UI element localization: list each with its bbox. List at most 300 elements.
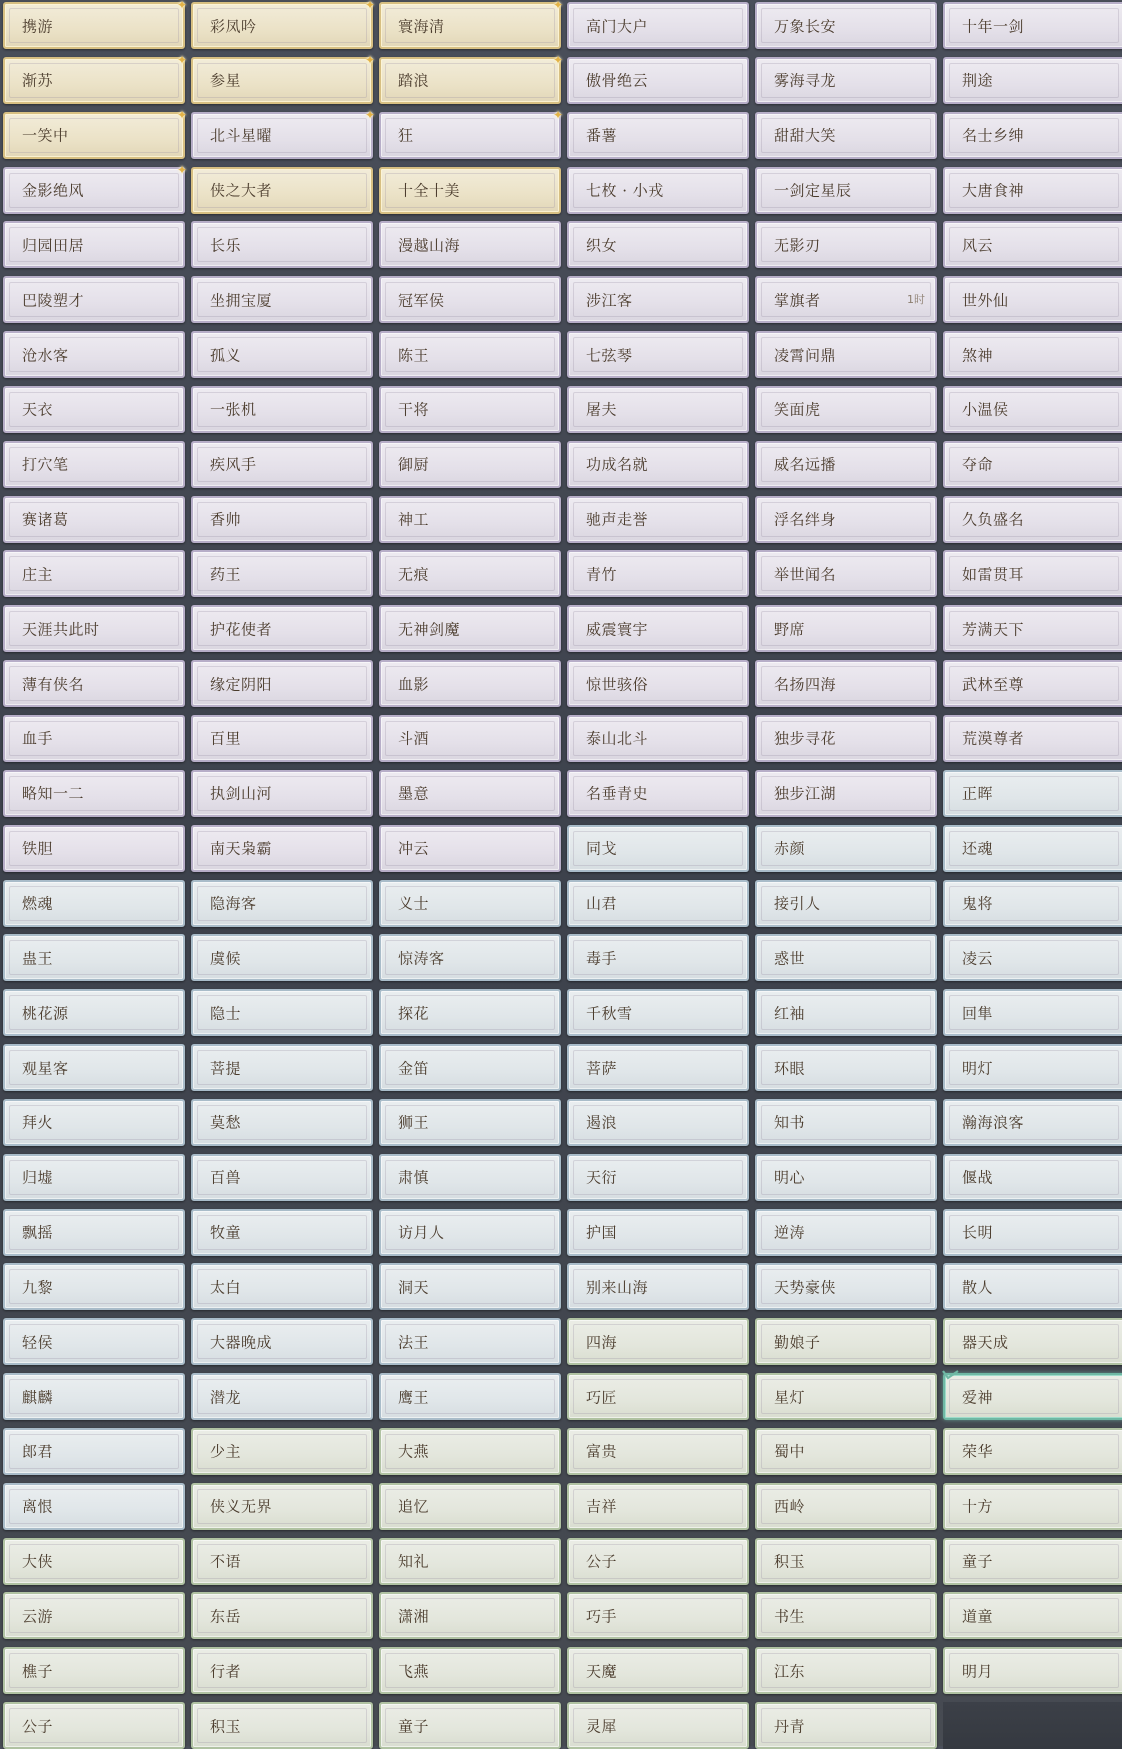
title-tile[interactable] <box>3 660 185 707</box>
title-tile[interactable] <box>379 989 561 1036</box>
title-tile[interactable] <box>379 441 561 488</box>
title-tile[interactable] <box>3 715 185 762</box>
title-label: 斗酒 <box>398 729 430 748</box>
title-label: 鬼将 <box>962 894 994 913</box>
star-icon: ✦ <box>176 162 187 177</box>
title-tile[interactable] <box>755 112 937 159</box>
title-label: 洞天 <box>398 1278 430 1297</box>
title-tile[interactable] <box>191 221 373 268</box>
title-label: 屠夫 <box>586 400 618 419</box>
title-tile[interactable] <box>3 1428 185 1475</box>
title-tile[interactable] <box>3 1538 185 1585</box>
title-tile[interactable] <box>943 550 1122 597</box>
title-tile[interactable] <box>3 1044 185 1091</box>
title-tile[interactable] <box>943 1538 1122 1585</box>
title-tile[interactable] <box>379 276 561 323</box>
title-tile[interactable] <box>943 2 1122 49</box>
title-tile[interactable] <box>755 1647 937 1694</box>
title-tile[interactable] <box>755 1538 937 1585</box>
title-tile[interactable] <box>3 989 185 1036</box>
title-tile[interactable] <box>191 715 373 762</box>
title-tile[interactable] <box>943 1373 1122 1420</box>
title-label: 长乐 <box>210 236 242 255</box>
title-label: 惑世 <box>774 949 806 968</box>
title-label: 天涯共此时 <box>22 620 100 639</box>
title-tile[interactable] <box>3 825 185 872</box>
title-label: 天魔 <box>586 1662 618 1681</box>
title-tile[interactable] <box>567 441 749 488</box>
title-label: 寰海清 <box>398 17 445 35</box>
title-tile[interactable] <box>3 386 185 433</box>
title-tile[interactable] <box>943 1483 1122 1530</box>
title-tile[interactable] <box>379 2 561 49</box>
title-tile[interactable] <box>567 331 749 378</box>
title-label: 番薯 <box>586 126 618 145</box>
title-label: 飘摇 <box>22 1223 54 1242</box>
title-tile[interactable] <box>191 1647 373 1694</box>
title-tile[interactable] <box>943 715 1122 762</box>
title-label: 缘定阴阳 <box>210 675 273 694</box>
title-tile[interactable] <box>379 1099 561 1146</box>
title-label: 彩凤吟 <box>210 17 257 35</box>
title-label: 威名远播 <box>774 455 837 474</box>
title-tile[interactable] <box>755 221 937 268</box>
title-tile[interactable] <box>379 1483 561 1530</box>
title-label: 星灯 <box>774 1388 806 1407</box>
title-tile[interactable] <box>191 496 373 543</box>
title-tile[interactable] <box>567 1538 749 1585</box>
title-tile[interactable] <box>379 496 561 543</box>
title-label: 散人 <box>962 1278 994 1297</box>
title-tile[interactable] <box>379 1538 561 1585</box>
title-tile[interactable] <box>567 1099 749 1146</box>
title-tile[interactable] <box>943 331 1122 378</box>
title-tile[interactable] <box>943 1318 1122 1365</box>
title-tile[interactable] <box>943 1044 1122 1091</box>
title-tile[interactable] <box>943 770 1122 817</box>
title-tile[interactable] <box>567 1647 749 1694</box>
title-tile[interactable] <box>755 57 937 104</box>
title-label: 侠义无界 <box>210 1497 273 1516</box>
title-tile[interactable] <box>567 57 749 104</box>
title-tile[interactable] <box>191 52 375 104</box>
title-label: 潜龙 <box>210 1388 242 1407</box>
title-tile[interactable] <box>567 605 749 652</box>
title-tile[interactable] <box>943 605 1122 652</box>
title-tile[interactable] <box>755 1483 937 1530</box>
title-tile[interactable] <box>567 1044 749 1091</box>
title-tile[interactable] <box>191 1099 373 1146</box>
title-tile[interactable] <box>191 1318 373 1365</box>
title-label: 郎君 <box>22 1442 54 1461</box>
title-tile[interactable] <box>3 1483 185 1530</box>
title-tile[interactable] <box>379 605 561 652</box>
title-tile[interactable] <box>191 1592 373 1639</box>
title-tile[interactable] <box>3 1318 185 1365</box>
title-tile[interactable] <box>943 1647 1122 1694</box>
title-tile[interactable] <box>755 1209 937 1256</box>
title-label: 丹青 <box>774 1717 806 1736</box>
title-label: 高门大户 <box>586 17 649 35</box>
title-tile[interactable] <box>567 496 749 543</box>
title-tile[interactable] <box>3 276 185 323</box>
title-tile[interactable] <box>191 1428 373 1475</box>
title-label: 麒麟 <box>22 1388 54 1407</box>
title-tile[interactable] <box>191 1154 373 1201</box>
title-tile[interactable] <box>567 167 749 214</box>
title-label: 灵犀 <box>586 1717 618 1736</box>
title-tile[interactable] <box>943 1099 1122 1146</box>
title-tile[interactable] <box>567 1209 749 1256</box>
title-label: 功成名就 <box>586 455 649 474</box>
title-tile[interactable] <box>755 934 937 981</box>
title-label: 蛊王 <box>22 949 54 968</box>
title-tile[interactable] <box>567 386 749 433</box>
title-tile[interactable] <box>943 1592 1122 1639</box>
title-tile[interactable] <box>191 1483 373 1530</box>
title-tile[interactable] <box>3 1647 185 1694</box>
title-tile[interactable] <box>943 221 1122 268</box>
title-label: 万象长安 <box>774 17 837 35</box>
title-tile[interactable] <box>3 1592 185 1639</box>
title-tile[interactable] <box>943 880 1122 927</box>
title-label: 书生 <box>774 1607 806 1626</box>
title-tile[interactable] <box>191 770 373 817</box>
title-tile[interactable] <box>567 989 749 1036</box>
title-tile[interactable] <box>567 112 749 159</box>
title-tile[interactable] <box>943 112 1122 159</box>
title-tile[interactable] <box>3 1154 185 1201</box>
title-tile[interactable] <box>379 1647 561 1694</box>
title-tile[interactable] <box>755 880 937 927</box>
title-label: 一张机 <box>210 400 257 419</box>
title-label: 十方 <box>962 1497 994 1516</box>
title-tile[interactable] <box>379 1373 561 1420</box>
title-label: 爱神 <box>962 1388 994 1407</box>
title-label: 樵子 <box>22 1662 54 1681</box>
title-tile[interactable] <box>379 1702 561 1749</box>
title-tile[interactable] <box>755 496 937 543</box>
title-tile[interactable] <box>3 107 187 159</box>
title-label: 四海 <box>586 1333 618 1352</box>
title-label: 牧童 <box>210 1223 242 1242</box>
title-tile[interactable] <box>191 934 373 981</box>
title-tile[interactable] <box>191 1209 373 1256</box>
title-label: 追忆 <box>398 1497 430 1516</box>
title-label: 冲云 <box>398 839 430 858</box>
title-tile[interactable] <box>567 880 749 927</box>
title-label: 百里 <box>210 729 242 748</box>
title-tile[interactable] <box>191 660 373 707</box>
title-tile[interactable] <box>943 167 1122 214</box>
title-label: 陈王 <box>398 346 430 365</box>
title-tile[interactable] <box>943 496 1122 543</box>
title-label: 墨意 <box>398 784 430 803</box>
title-tile[interactable] <box>191 989 373 1036</box>
title-label: 明月 <box>962 1662 994 1681</box>
title-tile[interactable] <box>755 660 937 707</box>
title-tile[interactable] <box>3 550 185 597</box>
title-tile[interactable] <box>3 331 185 378</box>
title-tile[interactable] <box>943 660 1122 707</box>
title-tile[interactable] <box>379 52 563 104</box>
title-label: 不语 <box>210 1552 242 1571</box>
title-tile[interactable] <box>379 1209 561 1256</box>
title-label: 菩萨 <box>586 1059 618 1078</box>
title-label: 归园田居 <box>22 236 85 255</box>
title-label: 一笑中 <box>22 126 69 145</box>
title-label: 小温侯 <box>962 400 1009 419</box>
title-label: 正晖 <box>962 784 994 803</box>
title-label: 接引人 <box>774 894 821 913</box>
title-tile[interactable] <box>567 1428 749 1475</box>
title-tile[interactable] <box>3 1373 185 1420</box>
title-label: 瀚海浪客 <box>962 1113 1025 1132</box>
title-tile[interactable] <box>3 496 185 543</box>
title-label: 坐拥宝厦 <box>210 291 273 310</box>
title-label: 无神剑魔 <box>398 620 461 639</box>
title-tile[interactable] <box>943 386 1122 433</box>
title-label: 青竹 <box>586 565 618 584</box>
title-tile[interactable] <box>191 605 373 652</box>
title-tile[interactable] <box>379 331 561 378</box>
title-tile[interactable] <box>191 107 375 159</box>
title-tile[interactable] <box>3 934 185 981</box>
title-tile[interactable] <box>379 825 561 872</box>
title-label: 威震寰宇 <box>586 620 649 639</box>
title-tile[interactable] <box>567 934 749 981</box>
title-label: 独步江湖 <box>774 784 837 803</box>
title-tile[interactable] <box>567 1154 749 1201</box>
title-tile[interactable] <box>379 550 561 597</box>
title-label: 荒漠尊者 <box>962 729 1025 748</box>
title-tile[interactable] <box>755 1099 937 1146</box>
title-tile[interactable] <box>191 825 373 872</box>
title-label: 勤娘子 <box>774 1333 821 1352</box>
title-tile[interactable] <box>191 2 373 49</box>
title-tile[interactable] <box>379 1044 561 1091</box>
title-tile[interactable] <box>191 331 373 378</box>
title-label: 七弦琴 <box>586 346 633 365</box>
check-icon <box>942 1370 959 1380</box>
title-label: 南天枭霸 <box>210 839 273 858</box>
title-tile[interactable] <box>379 1263 561 1310</box>
title-tile[interactable] <box>379 167 561 214</box>
title-tile[interactable] <box>3 605 185 652</box>
title-tile[interactable] <box>755 1154 937 1201</box>
title-tile[interactable] <box>191 1044 373 1091</box>
title-label: 侠之大者 <box>210 181 273 200</box>
title-tile[interactable] <box>567 715 749 762</box>
title-tile[interactable] <box>379 1428 561 1475</box>
title-tile[interactable] <box>191 550 373 597</box>
title-tile[interactable] <box>943 825 1122 872</box>
title-label: 毒手 <box>586 949 618 968</box>
title-tile[interactable] <box>379 1318 561 1365</box>
title-tile[interactable] <box>755 770 937 817</box>
title-tile[interactable] <box>755 276 937 323</box>
title-label: 涉江客 <box>586 291 633 310</box>
title-label: 菩提 <box>210 1059 242 1078</box>
title-tile[interactable] <box>755 386 937 433</box>
title-label: 拜火 <box>22 1113 54 1132</box>
title-tile[interactable] <box>567 276 749 323</box>
title-label: 巧匠 <box>586 1388 618 1407</box>
title-tile[interactable] <box>379 1592 561 1639</box>
title-tile[interactable] <box>191 441 373 488</box>
title-tile[interactable] <box>567 1483 749 1530</box>
title-tile[interactable] <box>755 1044 937 1091</box>
title-tile[interactable] <box>379 660 561 707</box>
title-label: 庄主 <box>22 565 54 584</box>
title-tile[interactable] <box>755 715 937 762</box>
title-label: 久负盛名 <box>962 510 1025 529</box>
title-tile[interactable] <box>191 1702 373 1749</box>
star-icon: ✦ <box>364 0 375 12</box>
title-tile[interactable] <box>755 1263 937 1310</box>
title-label: 虞候 <box>210 949 242 968</box>
title-label: 名垂青史 <box>586 784 649 803</box>
title-tile[interactable] <box>191 1263 373 1310</box>
title-label: 巧手 <box>586 1607 618 1626</box>
title-tile[interactable] <box>755 331 937 378</box>
title-tile[interactable] <box>755 550 937 597</box>
title-label: 还魂 <box>962 839 994 858</box>
star-icon: ✦ <box>552 52 563 67</box>
title-label: 踏浪 <box>398 71 430 90</box>
title-tile[interactable] <box>191 880 373 927</box>
star-icon: ✦ <box>364 52 375 67</box>
title-tile[interactable] <box>3 162 187 214</box>
title-tile[interactable] <box>567 550 749 597</box>
title-tile[interactable] <box>943 1154 1122 1201</box>
title-tile[interactable] <box>755 1428 937 1475</box>
title-tile[interactable] <box>3 1209 185 1256</box>
title-label: 西岭 <box>774 1497 806 1516</box>
title-label: 遏浪 <box>586 1113 618 1132</box>
title-label: 无痕 <box>398 565 430 584</box>
title-tile[interactable] <box>943 1209 1122 1256</box>
title-tile[interactable] <box>379 770 561 817</box>
star-icon: ✦ <box>552 107 563 122</box>
title-label: 如雷贯耳 <box>962 565 1025 584</box>
title-label: 云游 <box>22 1607 54 1626</box>
title-label: 童子 <box>962 1552 994 1571</box>
title-tile[interactable] <box>191 276 373 323</box>
title-tile[interactable] <box>943 1428 1122 1475</box>
title-tile[interactable] <box>379 934 561 981</box>
title-label: 别来山海 <box>586 1278 649 1297</box>
title-label: 夺命 <box>962 455 994 474</box>
title-tile[interactable] <box>755 2 937 49</box>
title-label: 金影绝风 <box>22 181 85 200</box>
title-label: 血影 <box>398 675 430 694</box>
title-tile[interactable] <box>3 2 185 49</box>
title-tile[interactable] <box>943 1263 1122 1310</box>
title-label: 百兽 <box>210 1168 242 1187</box>
title-label: 隐海客 <box>210 894 257 913</box>
title-tile[interactable] <box>3 441 185 488</box>
title-tile[interactable] <box>755 167 937 214</box>
title-tile[interactable] <box>567 1318 749 1365</box>
title-label: 桃花源 <box>22 1004 69 1023</box>
title-tile[interactable] <box>567 1702 749 1749</box>
title-tile[interactable] <box>943 441 1122 488</box>
title-tile[interactable] <box>379 715 561 762</box>
title-tile[interactable] <box>191 1538 373 1585</box>
title-tile[interactable] <box>755 1592 937 1639</box>
title-tile[interactable] <box>755 989 937 1036</box>
title-tile[interactable] <box>379 1154 561 1201</box>
title-tile[interactable] <box>567 1263 749 1310</box>
title-tile[interactable] <box>3 52 187 104</box>
title-tile[interactable] <box>191 167 373 214</box>
title-label: 干将 <box>398 400 430 419</box>
title-tile[interactable] <box>379 386 561 433</box>
title-tile[interactable] <box>191 386 373 433</box>
title-tile[interactable] <box>755 825 937 872</box>
title-label: 血手 <box>22 729 54 748</box>
title-tile[interactable] <box>755 1318 937 1365</box>
title-label: 九黎 <box>22 1278 54 1297</box>
title-label: 富贵 <box>586 1442 618 1461</box>
title-tile[interactable] <box>191 1373 373 1420</box>
title-label: 离恨 <box>22 1497 54 1516</box>
title-tile[interactable] <box>3 1263 185 1310</box>
title-label: 驰声走誉 <box>586 510 649 529</box>
title-tile[interactable] <box>567 2 749 49</box>
title-label: 北斗星曜 <box>210 126 273 145</box>
title-tile[interactable] <box>567 221 749 268</box>
title-tile[interactable] <box>567 1373 749 1420</box>
title-tile[interactable] <box>755 605 937 652</box>
title-tile[interactable] <box>3 880 185 927</box>
title-label: 荆途 <box>962 71 994 90</box>
title-label: 护花使者 <box>210 620 273 639</box>
title-tile[interactable] <box>567 770 749 817</box>
title-label: 环眼 <box>774 1059 806 1078</box>
title-label: 明心 <box>774 1168 806 1187</box>
title-label: 药王 <box>210 565 242 584</box>
title-label: 童子 <box>398 1717 430 1736</box>
title-tile[interactable] <box>943 934 1122 981</box>
time-badge: 1时 <box>907 292 925 306</box>
title-tile[interactable] <box>567 660 749 707</box>
title-label: 知书 <box>774 1113 806 1132</box>
star-icon: ✦ <box>364 107 375 122</box>
title-tile[interactable] <box>3 1702 185 1749</box>
title-tile[interactable] <box>3 770 185 817</box>
title-tile[interactable] <box>3 1099 185 1146</box>
title-label: 傲骨绝云 <box>586 71 649 90</box>
title-tile[interactable] <box>379 107 563 159</box>
title-tile[interactable] <box>379 221 561 268</box>
title-tile[interactable] <box>755 1702 937 1749</box>
title-tile[interactable] <box>567 1592 749 1639</box>
title-label: 观星客 <box>22 1059 69 1078</box>
title-tile[interactable] <box>3 221 185 268</box>
title-tile[interactable] <box>755 1373 937 1420</box>
title-label: 甜甜大笑 <box>774 126 837 145</box>
title-label: 芳满天下 <box>962 620 1025 639</box>
title-tile[interactable] <box>379 880 561 927</box>
title-tile[interactable] <box>567 825 749 872</box>
title-tile[interactable] <box>943 276 1122 323</box>
title-tile[interactable] <box>943 989 1122 1036</box>
title-tile[interactable] <box>755 441 937 488</box>
title-tile[interactable] <box>943 57 1122 104</box>
title-label: 无影刃 <box>774 236 821 255</box>
